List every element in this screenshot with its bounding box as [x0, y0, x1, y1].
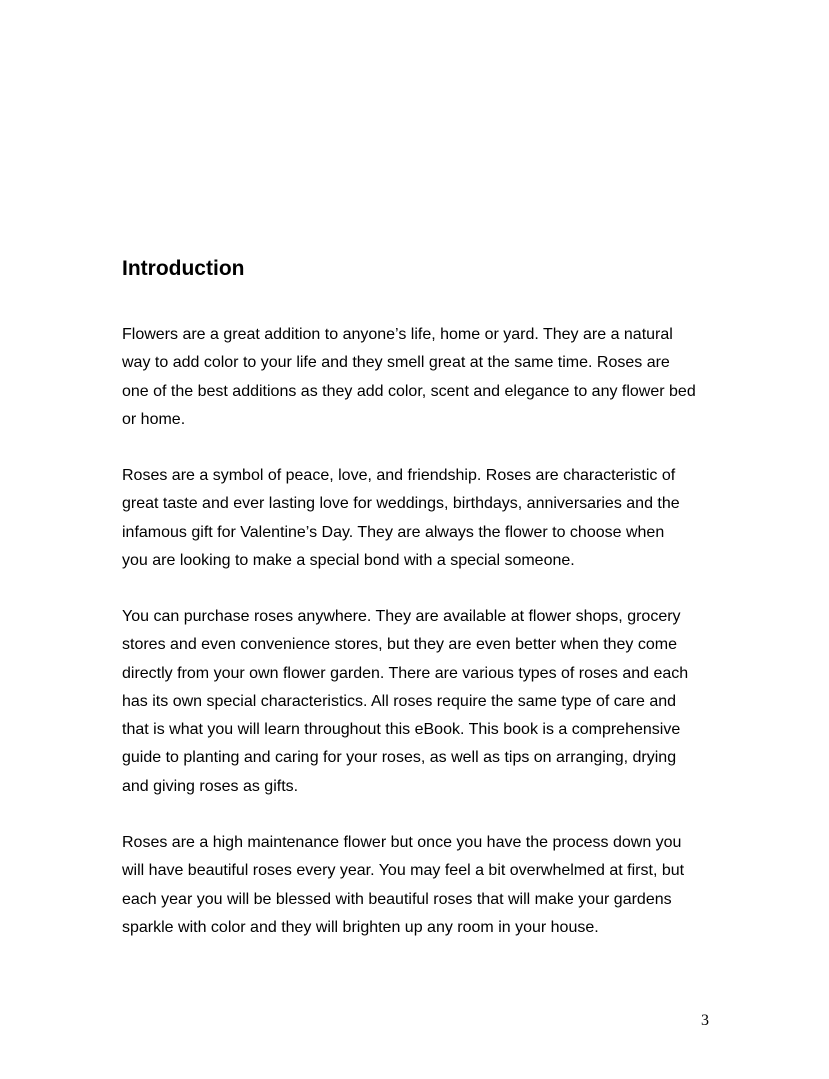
paragraph-intro	[122, 321, 696, 434]
paragraph-line: guide to planting and caring for your roses, as well as tips on arranging, drying	[122, 749, 677, 767]
paragraph-line: that is what you will learn throughout this eBook. This book is a comprehensive	[122, 721, 681, 739]
section-heading: Introduction	[122, 257, 245, 280]
paragraph-line: Roses are a high maintenance flower but once you have the process down you	[122, 834, 682, 851]
paragraph-line: and giving roses as gifts.	[122, 777, 299, 795]
page-number: 3	[701, 1012, 709, 1029]
paragraph-maintenance	[122, 829, 684, 942]
paragraph-line: you are looking to make a special bond with a special someone.	[122, 551, 575, 569]
paragraph-line: Flowers are a great addition to anyone’s life, home or yard. They are a natural	[122, 326, 673, 343]
paragraph-line: one of the best additions as they add color, scent and elegance to any flower bed	[122, 382, 696, 400]
paragraph-line: will have beautiful roses every year. You may feel a bit overwhelmed at first, but	[122, 862, 685, 880]
paragraph-line: great taste and ever lasting love for weddings, birthdays, anniversaries and the	[122, 495, 680, 513]
paragraph-line: Roses are a symbol of peace, love, and friendship. Roses are characteristic of	[122, 467, 676, 484]
paragraph-line: or home.	[122, 410, 186, 428]
paragraph-line: sparkle with color and they will brighten up any room in your house.	[122, 918, 599, 936]
paragraph-line: infamous gift for Valentine’s Day. They are always the flower to choose when	[122, 523, 665, 541]
paragraph-line: directly from your own flower garden. There are various types of roses and each	[122, 664, 689, 682]
paragraph-line: stores and even convenience stores, but they are even better when they come	[122, 636, 677, 654]
paragraph-line: You can purchase roses anywhere. They are available at flower shops, grocery	[122, 608, 681, 625]
paragraph-line: way to add color to your life and they smell great at the same time. Roses are	[122, 354, 670, 372]
paragraph-symbol	[122, 462, 680, 575]
paragraph-line: has its own special characteristics. All roses require the same type of care and	[122, 692, 677, 710]
paragraph-purchase	[122, 603, 688, 801]
paragraph-line: each year you will be blessed with beautiful roses that will make your gardens	[122, 890, 672, 908]
